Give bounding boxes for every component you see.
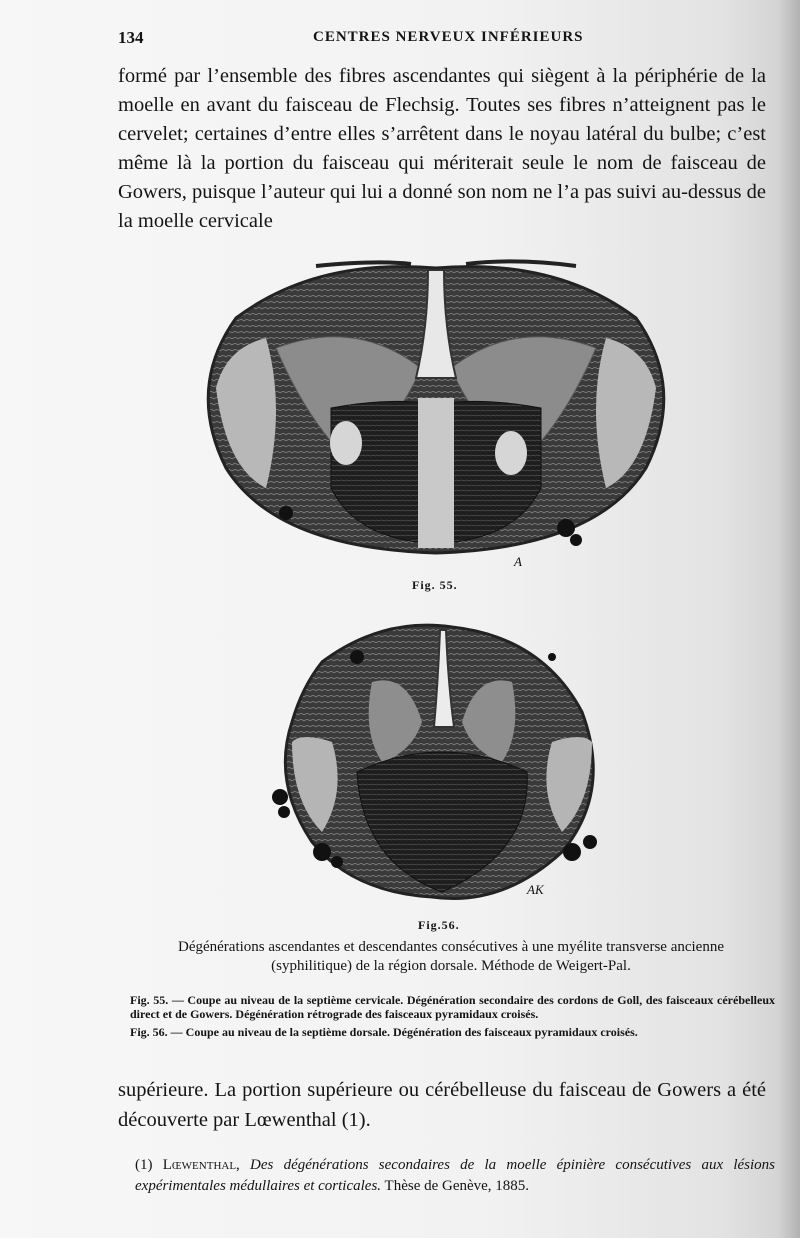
figure-55-label: Fig. 55. — [412, 578, 458, 592]
figure-legend — [130, 993, 775, 1043]
page-edge-shadow — [778, 0, 800, 1238]
footnote-title: Des dégénérations secondaires de la moelle épinière consécutives aux lésions expérimentales médullaires et corticales. — [135, 1157, 776, 1194]
bottom-paragraph: supérieure. La portion supérieure ou cérébelleuse du faisceau de Gowers a été découverte par Lœwenthal (1). — [118, 1079, 766, 1131]
footnote-publication: Thèse de Genève, 1885. — [384, 1178, 530, 1194]
running-title: CENTRES NERVEUX INFÉRIEURS — [313, 29, 584, 45]
footnote-marker: (1) — [135, 1157, 153, 1173]
legend-fig-56: Fig. 56. — Coupe au niveau de la septième dorsale. Dégénération des faisceaux pyramidaux croisés. — [130, 1025, 638, 1039]
top-paragraph: formé par l’ensemble des fibres ascendantes qui siègent à la périphérie de la moelle en avant du faisceau de Flechsig. Toutes ses fibres n’atteignent pas le cervelet; certaines d’entre elles s’arrêtent dans le noyau latéral du bulbe; c’est même là la portion du faisceau qui mériterait seule le nom de faisceau de Gowers, puisque l’auteur qui lui a donné son nom ne l’a pas suivi au-dessus de la moelle cervicale — [118, 65, 766, 232]
footnote-author: Lœwenthal, — [162, 1157, 240, 1173]
figure-caption: Dégénérations ascendantes et descendantes consécutives à une myélite transverse ancienne (syphilitique) de la région dorsale. Méthode de Weigert-Pal. — [177, 939, 724, 974]
legend-fig-55: Fig. 55. — Coupe au niveau de la septième cervicale. Dégénération secondaire des cordons de Goll, des faisceaux cérébelleux direct et de Gowers. Dégénération rétrograde des faisceaux pyramidaux croisés. — [130, 993, 775, 1021]
page-number: 134 — [118, 28, 144, 47]
figure-55-artist-mark: A — [514, 554, 522, 569]
running-head — [118, 28, 768, 52]
figure-55-illustration — [196, 258, 676, 558]
footnote — [135, 1155, 775, 1197]
figure-56-illustration — [262, 622, 612, 912]
figure-56-artist-mark: AK — [527, 882, 544, 897]
figure-56-label: Fig.56. — [418, 918, 460, 932]
